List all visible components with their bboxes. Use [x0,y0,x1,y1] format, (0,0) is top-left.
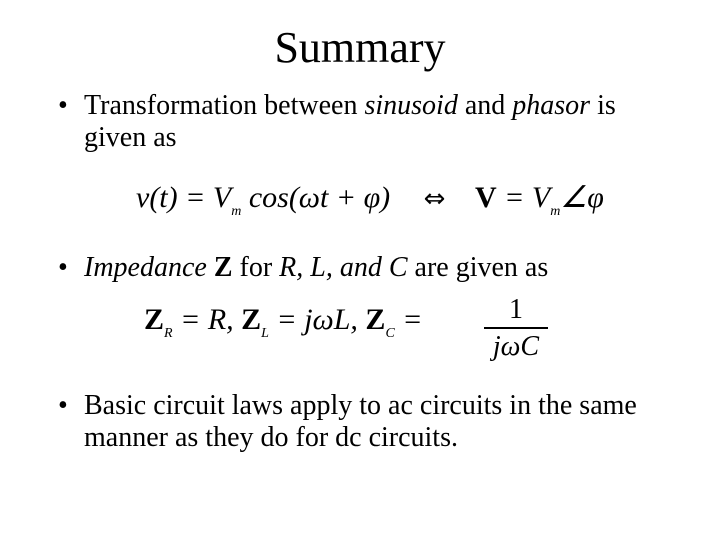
term-sinusoid: sinusoid [364,90,458,121]
eq-inductor: = jωL, [268,303,366,336]
eq-subscript: C [385,326,395,341]
term-phasor: phasor [512,90,591,121]
eq-z-symbol: Z [365,303,386,336]
eq-z-symbol: Z [144,303,165,336]
text-segment: for [232,252,280,283]
eq-lhs-rest: cos(ωt + φ) [241,181,391,214]
equation-sinusoid-phasor [136,178,604,232]
symbol-r: R [279,252,297,283]
eq-fraction [484,295,548,363]
text-segment: are given as [407,252,549,283]
eq-rhs-rest: ∠φ [560,181,604,214]
symbol-c: C [388,252,408,283]
eq-denominator: jωC [492,331,540,362]
eq-rhs: = V [496,181,551,214]
eq-resistor: = R, [172,303,242,336]
fraction-bar [484,327,548,329]
text-segment: , and [325,252,389,283]
eq-subscript: m [231,204,242,219]
eq-subscript: L [261,326,269,341]
text-segment: and [457,90,513,121]
eq-subscript: m [550,204,561,219]
text-segment: , [296,252,311,283]
bullet-marker: • [58,90,68,121]
bullet-text [84,252,684,284]
page-title: Summary [274,23,446,72]
eq-phasor-symbol: V [474,181,497,214]
text-segment: Transformation between [84,90,365,121]
text-segment: is given as [84,90,616,153]
bullet-marker: • [58,252,68,283]
eq-numerator: 1 [509,294,523,325]
bullet-marker: • [58,390,68,421]
symbol-l: L [310,252,326,283]
symbol-z: Z [213,252,233,283]
eq-subscript: R [164,326,173,341]
eq-z-symbol: Z [241,303,262,336]
equation-impedances [144,294,540,362]
term-impedance: Impedance [84,252,214,283]
bullet-text [84,90,684,154]
double-arrow-icon: ⇔ [423,184,446,214]
eq-lhs: v(t) = V [136,181,232,214]
eq-capacitor-equals: = [394,303,423,336]
bullet-text: Basic circuit laws apply to ac circuits in the same manner as they do for dc circuits. [84,390,637,453]
